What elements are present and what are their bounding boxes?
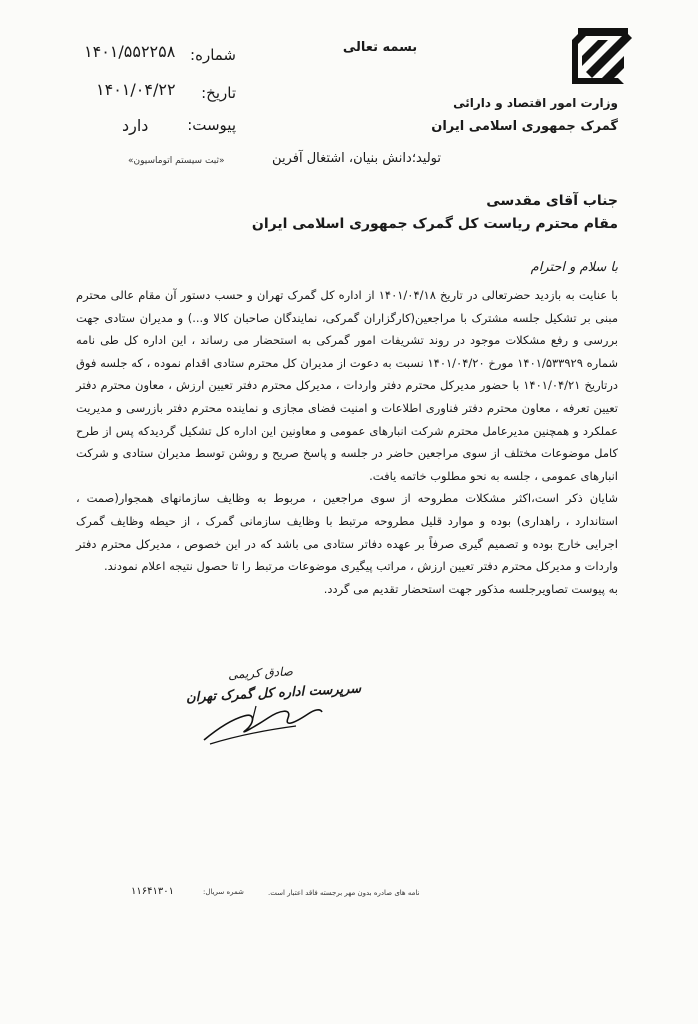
ministry-name: وزارت امور اقتصاد و دارائی xyxy=(453,96,618,110)
bismillah-heading: بسمه تعالی xyxy=(342,40,418,55)
closing-line: به پیوست تصاویرجلسه مذکور جهت استحضار تقدیم می گردد. xyxy=(323,582,618,596)
greeting-line: با سلام و احترام xyxy=(530,260,618,275)
attachment-label: پیوست: xyxy=(187,116,236,134)
attachment-value: دارد xyxy=(122,116,149,135)
customs-emblem-icon xyxy=(568,26,634,88)
letter-body xyxy=(76,284,618,578)
signatory-title: سرپرست اداره کل گمرک تهران xyxy=(185,681,362,706)
letter-number-label: شماره: xyxy=(190,46,236,64)
recipient-title: مقام محترم ریاست کل گمرک جمهوری اسلامی ایران xyxy=(251,216,618,232)
automation-registration-note: «ثبت سیستم اتوماسیون» xyxy=(128,156,225,166)
body-paragraph: شایان ذکر است،اکثر مشکلات مطروحه از سوی مراجعین ، مربوط به وظایف سازمانهای همجوار(صمت ، استاندارد ، راهداری) بوده و موارد قلیل مطروحه مرتبط با وظایف سازمانی گمرک ، از حیطه وظایف گمرک اجرایی خارج بوده و تصمیم گیری صرفاً بر عهده دفاتر ستادی می باشد که در این خصوص ، مدیرکل محترم دفتر واردات و مدیرکل محترم دفتر تعیین ارزش ، مراتب پیگیری موضوعات مرتبط را تا حصول نتیجه اعلام نمودند. xyxy=(76,491,618,574)
footer-validity-note: نامه های صادره بدون مهر برجسته فاقد اعتبار است. xyxy=(268,889,420,897)
customs-office-name: گمرک جمهوری اسلامی ایران xyxy=(431,119,618,134)
serial-number-label: شمره سریال: xyxy=(203,888,244,896)
signatory-name: صادق کریمی xyxy=(227,664,294,682)
body-paragraph: با عنایت به بازدید حضرتعالی در تاریخ ۱۴۰۱/۰۴/۱۸ از اداره کل گمرک تهران و حسب دستور آن مقام عالی محترم مبنی بر تشکیل جلسه مشترک با مراجعین(کارگزاران گمرکی، نمایندگان صاحبان کالا و...) و مدیران ستادی جهت بررسی و رفع مشکلات موجود در روند تشریفات امور گمرکی به استحضار می رساند ، این اداره کل طی نامه شماره ۱۴۰۱/۵۳۳۹۲۹ مورخ ۱۴۰۱/۰۴/۲۰ نسبت به دعوت از مدیران کل محترم ستادی اقدام نموده ، که جلسه فوق درتاریخ ۱۴۰۱/۰۴/۲۱ با حضور مدیرکل محترم دفتر واردات ، مدیرکل محترم دفتر تعیین ارزش ، معاون محترم دفتر تعیین تعرفه ، معاون محترم دفتر فناوری اطلاعات و امنیت فضای مجازی و نماینده محترم دفتر بازرسی و مدیریت عملکرد و همچنین مدیرعامل محترم شرکت انبارهای عمومی و معاونین این اداره کل تشکیل گردیدکه پس از طرح کامل موضوعات مختلف از سوی مراجعین حاضر در جلسه و پاسخ صریح و روشن توسط مدیران ستادی و شرکت انبارهای عمومی ، جلسه به نحو مطلوب خاتمه یافت. xyxy=(76,288,619,483)
year-slogan: تولید؛دانش بنیان، اشتغال آفرین xyxy=(272,151,441,166)
letter-date-label: تاریخ: xyxy=(201,84,236,102)
serial-number-value: ۱۱۶۴۱۳۰۱ xyxy=(131,886,174,897)
handwritten-signature xyxy=(196,700,326,746)
recipient-salutation: جناب آقای مقدسی xyxy=(486,193,618,209)
letter-date-value: ۱۴۰۱/۰۴/۲۲ xyxy=(96,80,176,99)
letter-number-value: ۱۴۰۱/۵۵۲۲۵۸ xyxy=(84,42,176,61)
